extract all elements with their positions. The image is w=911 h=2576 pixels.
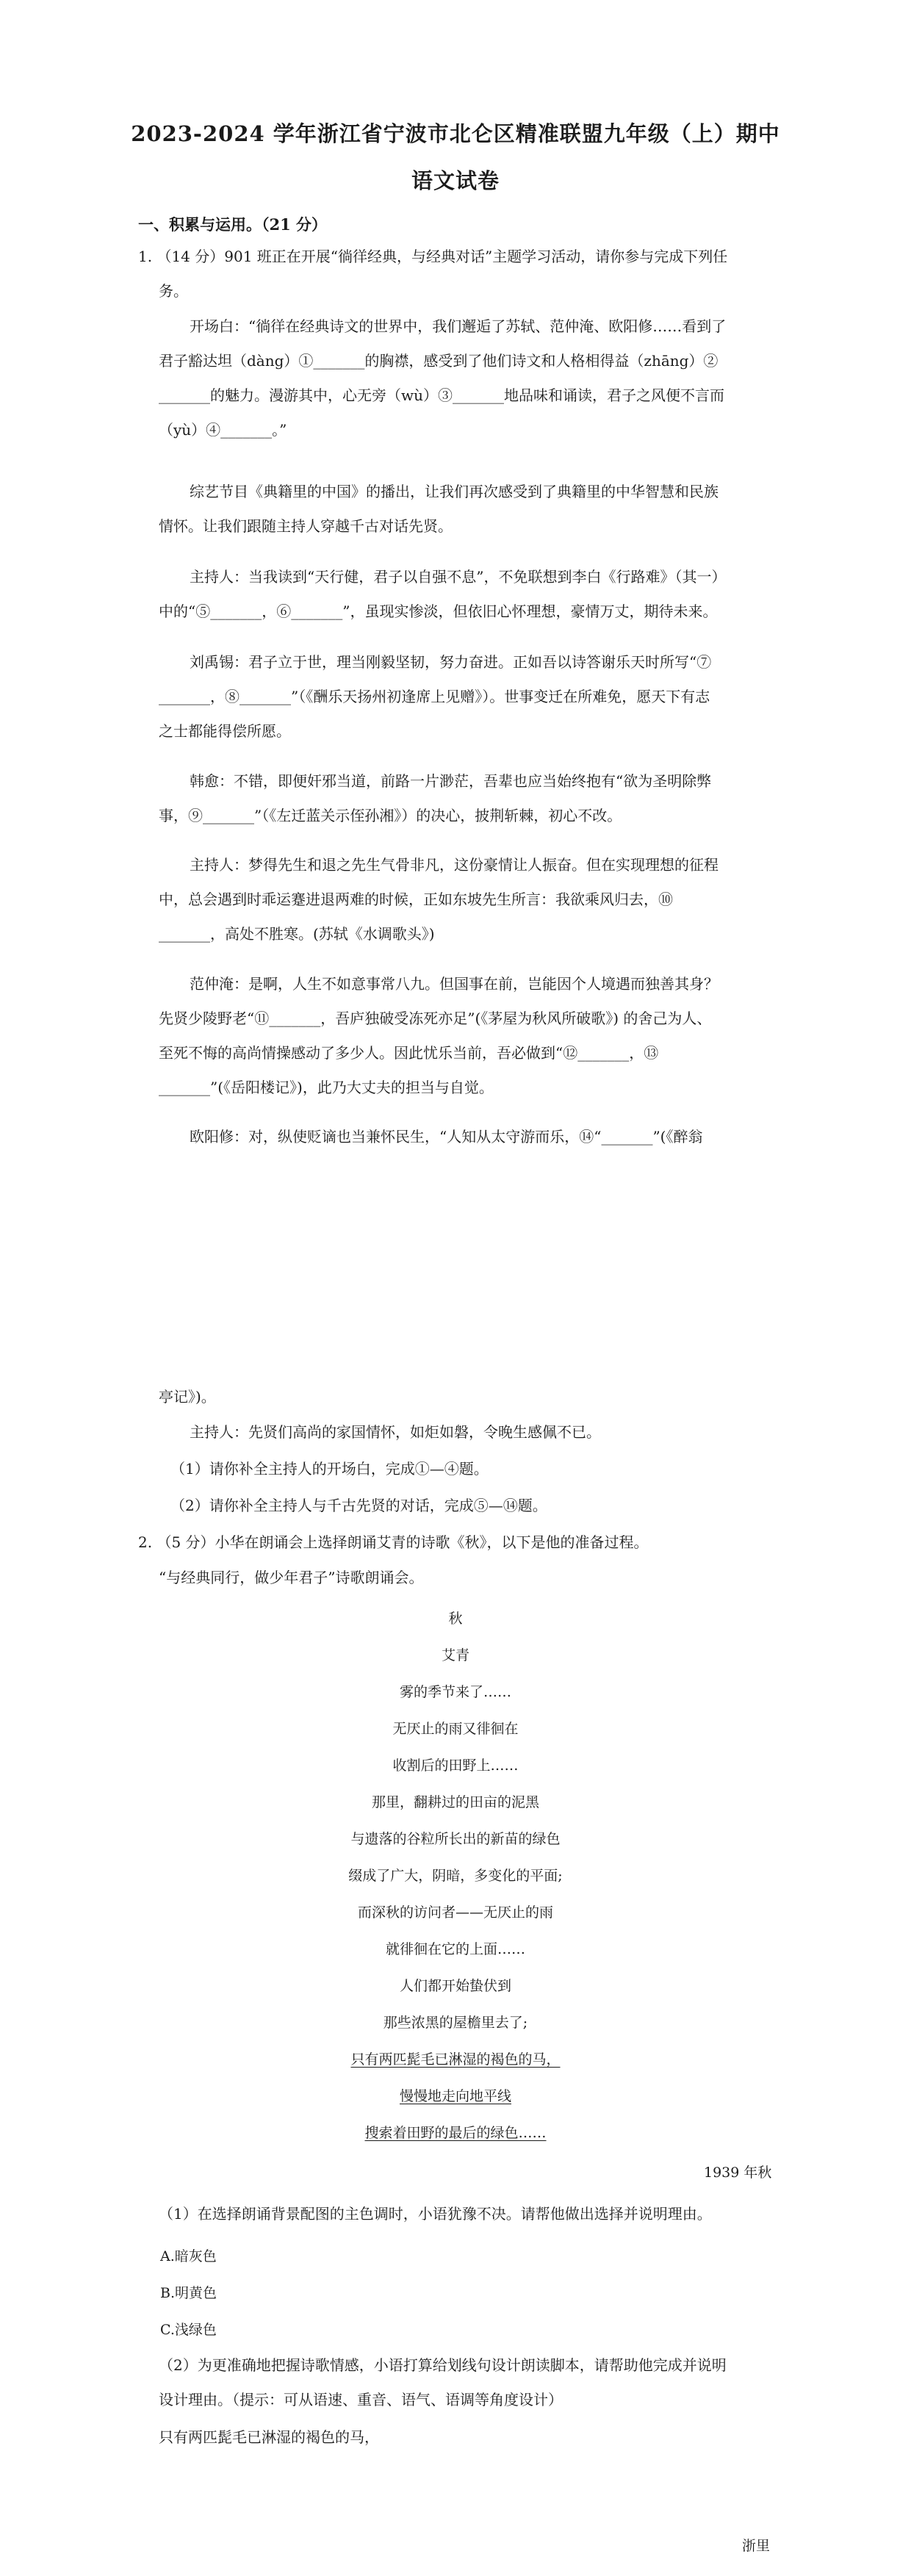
text-line: 先贤少陵野老“⑪_______，吾庐独破受冻死亦足”(《茅屋为秋风所破歌》) 的舍己为人、 xyxy=(159,1010,712,1027)
poem-line: 那里，翻耕过的田亩的泥黑 xyxy=(371,1794,539,1810)
poem-line: 缀成了广大，阴暗，多变化的平面; xyxy=(348,1868,563,1884)
text-line: 主持人：当我读到“天行健，君子以自强不息”，不免联想到李白《行路难》（其一） xyxy=(190,568,727,586)
text-line: “与经典同行，做少年君子”诗歌朗诵会。 xyxy=(159,1569,424,1586)
poem-line: 无厌止的雨又徘徊在 xyxy=(392,1721,519,1737)
text-line: （1）请你补全主持人的开场白，完成①—④题。 xyxy=(170,1460,489,1478)
section-heading: 一、积累与运用。（21 分） xyxy=(138,215,328,234)
poem-title: 秋 xyxy=(448,1611,463,1627)
poem-author: 艾青 xyxy=(441,1647,469,1663)
poem-underlined-line xyxy=(0,2122,911,2142)
text-line: （2）为更准确地把握诗歌情感，小语打算给划线句设计朗读脚本，请帮助他完成并说明 xyxy=(159,2356,727,2374)
poem-underlined-line xyxy=(0,2048,911,2068)
poem-underlined-line xyxy=(0,2085,911,2105)
text-line: 中，总会遇到时乖运蹇进退两难的时候，正如东坡先生所言：我欲乘风归去，⑩ xyxy=(159,891,673,908)
poem-line: 人们都开始蛰伏到 xyxy=(399,1978,511,1994)
q1-liu-yuxi-dialogue xyxy=(159,645,821,749)
q1-host-closing xyxy=(190,1415,852,1450)
poem-line: 与遗落的谷粒所长出的新苗的绿色 xyxy=(350,1831,561,1847)
text-line: 只有两匹髭毛已淋湿的褐色的马， xyxy=(159,2428,379,2446)
text-line: （yù）④_______。” xyxy=(159,421,287,439)
text-line: 韩愈：不错，即便奸邪当道，前路一片渺茫，吾辈也应当始终抱有“欲为圣明除弊 xyxy=(190,772,712,790)
q1-paragraph-2 xyxy=(159,475,821,544)
q2-event-name xyxy=(159,1561,821,1595)
text-line: （1）在选择朗诵背景配图的主色调时，小语犹豫不决。请帮他做出选择并说明理由。 xyxy=(159,2205,712,2223)
underlined-text: 搜索着田野的最后的绿色…… xyxy=(364,2125,547,2141)
text-line: 开场白：“徜徉在经典诗文的世界中，我们邂逅了苏轼、范仲淹、欧阳修……看到了 xyxy=(190,317,727,335)
q2-subquestion-2 xyxy=(159,2348,821,2417)
text-line: 2. （5 分）小华在朗诵会上选择朗诵艾青的诗歌《秋》，以下是他的准备过程。 xyxy=(138,1533,649,1551)
text-line: 欧阳修：对，纵使贬谪也当兼怀民生，“人知从太守游而乐，⑭“_______”(《醉翁 xyxy=(190,1128,703,1145)
text-line: 情怀。让我们跟随主持人穿越千古对话先贤。 xyxy=(159,517,453,535)
script-line xyxy=(159,2420,821,2455)
text-line: 综艺节目《典籍里的中国》的播出，让我们再次感受到了典籍里的中华智慧和民族 xyxy=(190,483,719,500)
text-line: 亭记》)。 xyxy=(159,1388,216,1406)
text-line: _______”(《岳阳楼记》)，此乃大丈夫的担当与自觉。 xyxy=(159,1079,494,1096)
poem-line: 收割后的田野上…… xyxy=(392,1757,519,1774)
text-line: 事，⑨_______”（《左迁蓝关示侄孙湘》）的决心，披荆斩棘，初心不改。 xyxy=(159,807,622,824)
q1-ouyang-xiu-continued xyxy=(159,1380,821,1414)
underlined-text: 慢慢地走向地平线 xyxy=(399,2088,511,2104)
q1-task-2 xyxy=(170,1489,833,1523)
text-line: 至死不悔的高尚情操感动了多少人。因此忧乐当前，吾必做到“⑫_______，⑬ xyxy=(159,1044,659,1062)
page-footer: 浙里 xyxy=(742,2538,771,2554)
text-line: 刘禹锡：君子立于世，理当刚毅坚韧，努力奋进。正如吾以诗答谢乐天时所写“⑦ xyxy=(190,653,712,671)
text-line: 中的“⑤_______，⑥_______”，虽现实惨淡，但依旧心怀理想，豪情万丈，期待未来。 xyxy=(159,602,718,620)
exam-title-line1: 2023-2024 学年浙江省宁波市北仑区精准联盟九年级（上）期中 xyxy=(131,121,780,146)
q1-fan-zhongyan-dialogue xyxy=(159,967,821,1105)
text-line: _______，高处不胜寒。(苏轼《水调歌头》) xyxy=(159,925,435,943)
q1-intro-line: 1. （14 分）901 班正在开展“徜徉经典，与经典对话”主题学习活动，请你参与完成下列任 xyxy=(138,248,728,265)
text-line: _______，⑧_______”（《酬乐天扬州初逢席上见赠》）。世事变迁在所难免，愿天下有志 xyxy=(159,688,710,705)
text-line: 设计理由。（提示：可从语速、重音、语气、语调等角度设计） xyxy=(159,2391,563,2408)
exam-title-line2: 语文试卷 xyxy=(411,168,500,193)
q1-ouyang-xiu-dialogue xyxy=(159,1120,821,1154)
underlined-text: 只有两匹髭毛已淋湿的褐色的马， xyxy=(350,2051,561,2068)
q1-intro xyxy=(138,240,801,309)
text-line: 范仲淹：是啊，人生不如意事常八九。但国事在前，岂能因个人境遇而独善其身？ xyxy=(190,975,719,993)
q2-subquestion-1 xyxy=(159,2197,821,2231)
option-c: C.浅绿色 xyxy=(160,2322,217,2338)
poem-line: 雾的季节来了…… xyxy=(399,1684,511,1700)
text-line: 君子豁达坦（dàng）①_______的胸襟，感受到了他们诗文和人格相得益（zhāng）② xyxy=(159,352,719,370)
q1-host-dialogue xyxy=(159,560,821,629)
q2-intro xyxy=(138,1525,801,1560)
q1-opening-paragraph xyxy=(159,309,821,447)
q1-host-dialogue-2 xyxy=(159,848,821,951)
poem-line: 而深秋的访问者——无厌止的雨 xyxy=(357,1904,553,1921)
text-line: （2）请你补全主持人与千古先贤的对话，完成⑤—⑭题。 xyxy=(170,1497,547,1514)
option-a: A.暗灰色 xyxy=(160,2248,217,2264)
text-line: 主持人：先贤们高尚的家国情怀，如炬如磐，令晚生感佩不已。 xyxy=(190,1423,601,1441)
q1-intro-line: 务。 xyxy=(159,282,188,300)
text-line: _______的魅力。漫游其中，心无旁（wù）③_______地品味和诵读，君子之风便不言而 xyxy=(159,386,724,404)
q1-han-yu-dialogue xyxy=(159,764,821,833)
poem-line: 就徘徊在它的上面…… xyxy=(385,1941,525,1957)
poem-line: 那些浓黑的屋檐里去了; xyxy=(383,2015,528,2031)
text-line: 之士都能得偿所愿。 xyxy=(159,722,291,740)
text-line: 主持人：梦得先生和退之先生气骨非凡，这份豪情让人振奋。但在实现理想的征程 xyxy=(190,856,719,874)
poem-date: 1939 年秋 xyxy=(704,2165,772,2181)
option-b: B.明黄色 xyxy=(160,2285,217,2301)
q1-task-1 xyxy=(170,1452,833,1486)
